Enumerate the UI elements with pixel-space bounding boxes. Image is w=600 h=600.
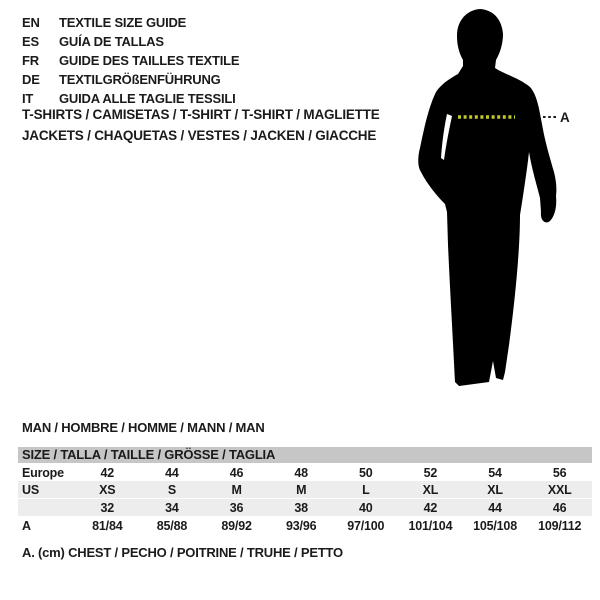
language-row <box>22 70 239 89</box>
size-cell: XXL <box>527 481 592 499</box>
man-silhouette-svg <box>398 0 600 400</box>
row-label: Europe <box>22 465 64 480</box>
language-label: GUÍA DE TALLAS <box>59 34 164 49</box>
language-row <box>22 32 239 51</box>
size-cell: M <box>204 481 269 499</box>
size-cell: 52 <box>423 465 438 480</box>
size-cell: 36 <box>204 499 269 517</box>
language-label: TEXTILGRÖßENFÜHRUNG <box>59 72 221 87</box>
table-row <box>18 481 592 499</box>
language-label: TEXTILE SIZE GUIDE <box>59 15 187 30</box>
language-row <box>22 51 239 70</box>
language-code: ES <box>22 34 39 49</box>
size-cell: 54 <box>488 465 502 480</box>
language-code: EN <box>22 15 40 30</box>
language-label: GUIDE DES TAILLES TEXTILE <box>59 53 240 68</box>
size-cell: XL <box>463 481 528 499</box>
size-cell: 56 <box>552 465 567 480</box>
section-title: MAN / HOMBRE / HOMME / MANN / MAN <box>22 420 265 435</box>
language-code: IT <box>22 91 34 106</box>
size-cell: 93/96 <box>286 518 317 533</box>
category-list <box>22 104 380 146</box>
size-cell: 46 <box>527 499 592 517</box>
measure-label-a: A <box>560 110 570 125</box>
size-cell: 34 <box>140 499 205 517</box>
size-cell: 85/88 <box>156 518 188 533</box>
table-row <box>18 464 592 481</box>
row-label: US <box>18 481 75 499</box>
size-cell: 48 <box>294 465 308 480</box>
size-cell: 109/112 <box>538 518 582 533</box>
size-cell: XL <box>398 481 463 499</box>
table-row <box>18 499 592 517</box>
size-cell: S <box>140 481 205 499</box>
size-table <box>18 447 592 534</box>
size-cell: L <box>334 481 399 499</box>
size-cell: XS <box>75 481 140 499</box>
size-cell: 101/104 <box>408 518 453 533</box>
size-cell: 97/100 <box>347 518 385 533</box>
row-label <box>18 499 75 517</box>
language-code: DE <box>22 72 40 87</box>
size-cell: 38 <box>269 499 334 517</box>
size-table-grid <box>18 464 592 534</box>
language-code: FR <box>22 53 39 68</box>
size-cell: 42 <box>398 499 463 517</box>
size-cell: 46 <box>229 465 244 480</box>
size-cell: 32 <box>75 499 140 517</box>
category-line: JACKETS / CHAQUETAS / VESTES / JACKEN / GIACCHE <box>22 128 377 143</box>
size-table-body <box>18 464 592 534</box>
size-cell: 42 <box>100 465 115 480</box>
table-row <box>18 517 592 535</box>
row-label: A <box>22 518 31 533</box>
size-table-header: SIZE / TALLA / TAILLE / GRÖSSE / TAGLIA <box>18 447 592 463</box>
size-cell: M <box>269 481 334 499</box>
size-cell: 89/92 <box>221 518 252 533</box>
size-cell: 44 <box>463 499 528 517</box>
language-list <box>22 13 239 108</box>
language-row <box>22 13 239 32</box>
language-label: GUIDA ALLE TAGLIE TESSILI <box>59 91 236 106</box>
size-cell: 81/84 <box>92 518 123 533</box>
size-cell: 50 <box>359 465 373 480</box>
size-cell: 44 <box>165 465 179 480</box>
measurement-footnote: A. (cm) CHEST / PECHO / POITRINE / TRUHE / PETTO <box>22 545 343 560</box>
category-line: T-SHIRTS / CAMISETAS / T-SHIRT / T-SHIRT / MAGLIETTE <box>22 107 380 122</box>
size-cell: 40 <box>334 499 399 517</box>
man-silhouette-figure <box>398 0 600 400</box>
man-silhouette <box>418 9 556 386</box>
size-cell: 105/108 <box>473 518 517 533</box>
